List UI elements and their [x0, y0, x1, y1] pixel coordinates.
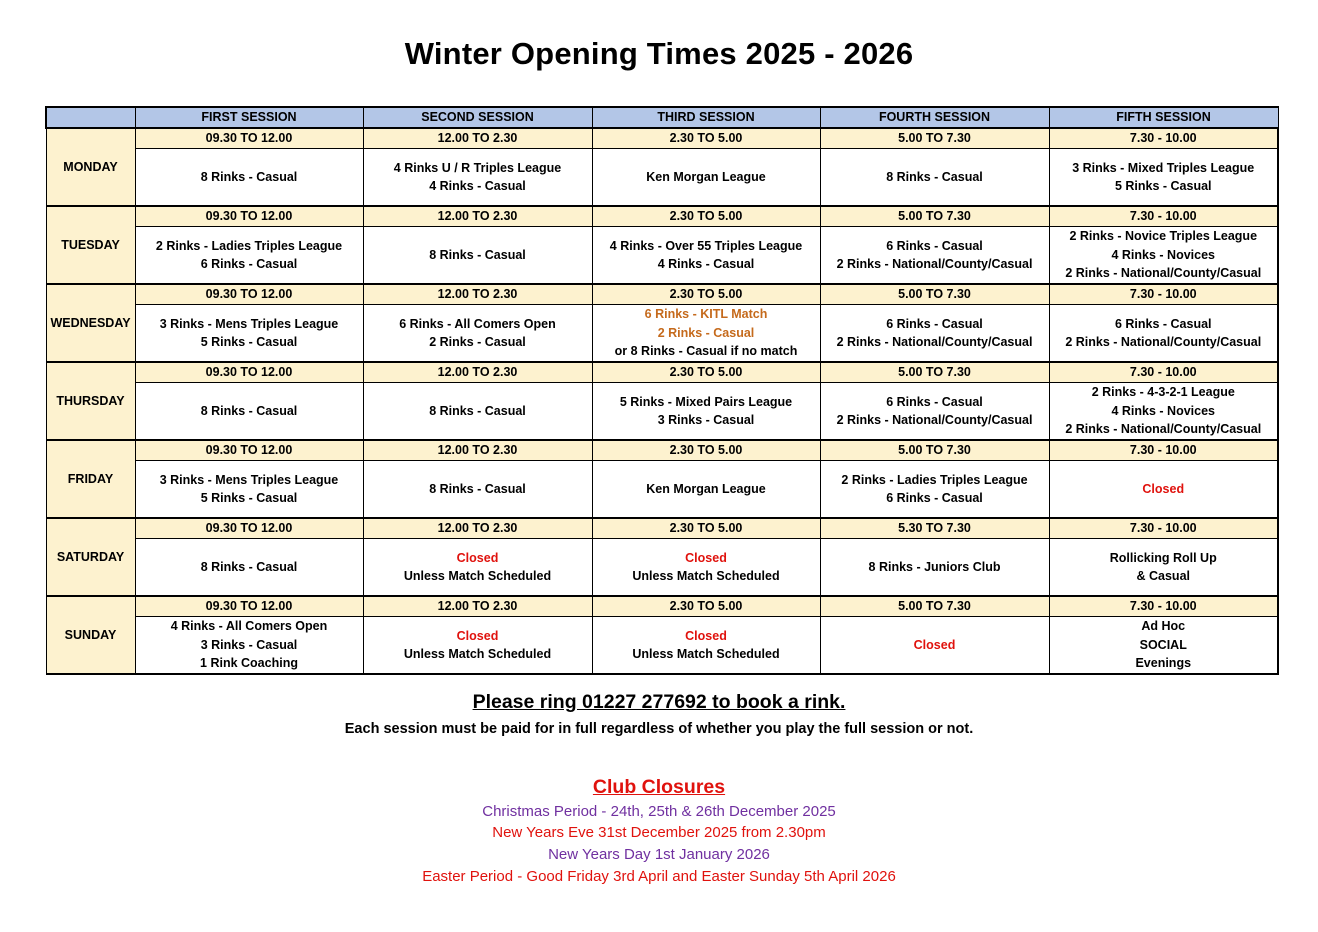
activities-row [46, 539, 1278, 597]
session-time-first: 09.30 TO 12.00 [135, 128, 363, 149]
session-cell-third [592, 383, 820, 441]
session-activity-line: 6 Rinks - Casual [886, 238, 983, 253]
session-activity-line: & Casual [1136, 569, 1190, 583]
session-activity-line: 4 Rinks - Over 55 Triples League [609, 238, 803, 253]
session-cell-third [592, 305, 820, 363]
times-row [46, 284, 1278, 305]
session-time-fourth: 5.00 TO 7.30 [820, 596, 1049, 617]
session-activity-line: 8 Rinks - Casual [429, 247, 526, 262]
session-time-fourth: 5.00 TO 7.30 [820, 440, 1049, 461]
session-activity-line: Closed [1142, 481, 1185, 496]
session-activity-line: 2 Rinks - National/County/Casual [1065, 335, 1262, 349]
session-activity-line: 6 Rinks - Casual [200, 257, 298, 271]
day-label-wednesday: WEDNESDAY [46, 284, 135, 362]
session-time-fourth: 5.00 TO 7.30 [820, 362, 1049, 383]
session-activity-line: 3 Rinks - Casual [657, 413, 755, 427]
session-cell-first [135, 305, 363, 363]
session-cell-second [363, 383, 592, 441]
session-activity-line: 3 Rinks - Mens Triples League [159, 472, 339, 487]
session-activity-line: Unless Match Scheduled [632, 647, 780, 661]
session-time-fifth: 7.30 - 10.00 [1049, 596, 1278, 617]
session-activity-line: 2 Rinks - Casual [657, 325, 755, 340]
closure-item: Christmas Period - 24th, 25th & 26th December 2025 [482, 803, 836, 820]
session-activity-line: 5 Rinks - Casual [1114, 179, 1212, 193]
session-activity-line: or 8 Rinks - Casual if no match [614, 344, 798, 359]
session-time-fifth: 7.30 - 10.00 [1049, 518, 1278, 539]
session-cell-second [363, 227, 592, 285]
session-cell-third [592, 617, 820, 675]
session-activity-line: 8 Rinks - Casual [200, 169, 298, 184]
schedule-body [46, 128, 1278, 674]
session-time-fifth: 7.30 - 10.00 [1049, 440, 1278, 461]
session-cell-first [135, 149, 363, 207]
session-cell-third [592, 539, 820, 597]
activities-row [46, 461, 1278, 519]
day-label-monday: MONDAY [46, 128, 135, 206]
session-time-third: 2.30 TO 5.00 [592, 128, 820, 149]
session-activity-line: 5 Rinks - Casual [200, 335, 298, 349]
session-time-second: 12.00 TO 2.30 [363, 206, 592, 227]
session-cell-first [135, 539, 363, 597]
session-activity-line: 2 Rinks - Novice Triples League [1069, 229, 1258, 244]
session-time-third: 2.30 TO 5.00 [592, 440, 820, 461]
day-label-sunday: SUNDAY [46, 596, 135, 674]
header-third-session: THIRD SESSION [592, 107, 820, 128]
session-activity-line: 6 Rinks - Casual [886, 394, 983, 409]
session-activity-line: 2 Rinks - National/County/Casual [836, 335, 1033, 349]
header-second-session: SECOND SESSION [363, 107, 592, 128]
session-cell-fifth [1049, 227, 1278, 285]
session-activity-line: Ken Morgan League [646, 169, 766, 184]
activities-row [46, 305, 1278, 363]
closure-item: New Years Eve 31st December 2025 from 2.30pm [492, 824, 826, 841]
session-activity-line: 3 Rinks - Mixed Triples League [1072, 160, 1255, 175]
session-cell-second [363, 539, 592, 597]
session-activity-line: 2 Rinks - Ladies Triples League [155, 238, 343, 253]
session-time-second: 12.00 TO 2.30 [363, 518, 592, 539]
session-cell-second [363, 149, 592, 207]
session-activity-line: Closed [913, 637, 956, 652]
session-activity-line: 3 Rinks - Mens Triples League [159, 316, 339, 331]
session-activity-line: Unless Match Scheduled [632, 569, 780, 583]
session-activity-line: 8 Rinks - Casual [200, 559, 298, 574]
activities-row [46, 617, 1278, 675]
session-cell-fourth [820, 617, 1049, 675]
session-cell-second [363, 305, 592, 363]
session-activity-line: 2 Rinks - National/County/Casual [1065, 266, 1262, 281]
session-time-first: 09.30 TO 12.00 [135, 596, 363, 617]
session-activity-line: 4 Rinks - All Comers Open [170, 619, 328, 634]
activities-row [46, 383, 1278, 441]
session-activity-line: 8 Rinks - Juniors Club [868, 559, 1001, 574]
session-cell-fourth [820, 461, 1049, 519]
session-time-first: 09.30 TO 12.00 [135, 518, 363, 539]
session-activity-line: 4 Rinks - Novices [1111, 247, 1215, 262]
session-time-fifth: 7.30 - 10.00 [1049, 362, 1278, 383]
session-cell-third [592, 149, 820, 207]
session-activity-line: Ad Hoc [1141, 619, 1186, 634]
header-row [46, 107, 1278, 128]
session-time-second: 12.00 TO 2.30 [363, 284, 592, 305]
session-activity-line: Rollicking Roll Up [1109, 550, 1217, 565]
session-cell-fifth [1049, 383, 1278, 441]
session-cell-fourth [820, 539, 1049, 597]
times-row [46, 206, 1278, 227]
session-time-second: 12.00 TO 2.30 [363, 596, 592, 617]
session-time-first: 09.30 TO 12.00 [135, 440, 363, 461]
session-cell-first [135, 461, 363, 519]
session-cell-fifth [1049, 539, 1278, 597]
session-activity-line: Evenings [1135, 656, 1192, 671]
times-row [46, 128, 1278, 149]
session-activity-line: 8 Rinks - Casual [886, 169, 983, 184]
session-activity-line: 4 Rinks - Casual [429, 179, 526, 193]
session-activity-line: 2 Rinks - Casual [429, 335, 526, 349]
session-activity-line: Closed [685, 628, 727, 643]
day-label-thursday: THURSDAY [46, 362, 135, 440]
session-activity-line: 8 Rinks - Casual [429, 403, 526, 418]
session-cell-fifth [1049, 461, 1278, 519]
header-first-session: FIRST SESSION [135, 107, 363, 128]
session-cell-fourth [820, 227, 1049, 285]
times-row [46, 518, 1278, 539]
day-label-tuesday: TUESDAY [46, 206, 135, 284]
session-time-second: 12.00 TO 2.30 [363, 362, 592, 383]
header-fourth-session: FOURTH SESSION [820, 107, 1049, 128]
session-activity-line: 2 Rinks - National/County/Casual [836, 257, 1033, 271]
times-row [46, 440, 1278, 461]
session-cell-fourth [820, 305, 1049, 363]
session-time-first: 09.30 TO 12.00 [135, 362, 363, 383]
session-time-second: 12.00 TO 2.30 [363, 440, 592, 461]
day-label-friday: FRIDAY [46, 440, 135, 518]
session-time-first: 09.30 TO 12.00 [135, 284, 363, 305]
session-activity-line: Unless Match Scheduled [403, 647, 552, 661]
page-title: Winter Opening Times 2025 - 2026 [404, 36, 914, 71]
session-time-fourth: 5.30 TO 7.30 [820, 518, 1049, 539]
session-activity-line: 8 Rinks - Casual [200, 403, 298, 418]
session-time-fifth: 7.30 - 10.00 [1049, 206, 1278, 227]
session-time-fourth: 5.00 TO 7.30 [820, 128, 1049, 149]
session-time-third: 2.30 TO 5.00 [592, 596, 820, 617]
session-activity-line: 6 Rinks - All Comers Open [399, 316, 556, 331]
session-cell-first [135, 617, 363, 675]
session-activity-line: 6 Rinks - Casual [886, 491, 983, 505]
times-row [46, 362, 1278, 383]
session-activity-line: 5 Rinks - Mixed Pairs League [619, 394, 793, 409]
corner-cell [46, 107, 135, 128]
session-activity-line: 6 Rinks - Casual [886, 316, 983, 331]
session-cell-fifth [1049, 149, 1278, 207]
session-cell-third [592, 461, 820, 519]
session-activity-line: 2 Rinks - National/County/Casual [1065, 422, 1262, 437]
session-time-third: 2.30 TO 5.00 [592, 518, 820, 539]
booking-line: Please ring 01227 277692 to book a rink. [472, 691, 846, 713]
header-fifth-session: FIFTH SESSION [1049, 107, 1278, 128]
session-activity-line: 1 Rink Coaching [200, 656, 298, 671]
closure-item: Easter Period - Good Friday 3rd April and Easter Sunday 5th April 2026 [422, 868, 896, 885]
payment-note: Each session must be paid for in full regardless of whether you play the full session or not. [344, 721, 974, 737]
session-activity-line: Closed [685, 550, 727, 565]
day-label-saturday: SATURDAY [46, 518, 135, 596]
session-activity-line: 4 Rinks - Novices [1111, 403, 1215, 418]
session-activity-line: 2 Rinks - National/County/Casual [836, 413, 1033, 427]
session-time-fifth: 7.30 - 10.00 [1049, 128, 1278, 149]
session-activity-line: 6 Rinks - Casual [1114, 316, 1212, 331]
session-cell-first [135, 227, 363, 285]
session-activity-line: 2 Rinks - Ladies Triples League [841, 472, 1028, 487]
closure-item: New Years Day 1st January 2026 [548, 846, 770, 863]
session-time-second: 12.00 TO 2.30 [363, 128, 592, 149]
session-activity-line: SOCIAL [1139, 637, 1187, 652]
session-time-fifth: 7.30 - 10.00 [1049, 284, 1278, 305]
session-time-third: 2.30 TO 5.00 [592, 362, 820, 383]
session-cell-second [363, 461, 592, 519]
session-activity-line: 4 Rinks U / R Triples League [393, 160, 562, 175]
session-cell-first [135, 383, 363, 441]
session-activity-line: Ken Morgan League [646, 481, 766, 496]
closures-title: Club Closures [592, 776, 726, 798]
session-time-third: 2.30 TO 5.00 [592, 284, 820, 305]
session-cell-third [592, 227, 820, 285]
session-activity-line: 6 Rinks - KITL Match [644, 307, 768, 322]
session-activity-line: Unless Match Scheduled [403, 569, 552, 583]
session-activity-line: 4 Rinks - Casual [657, 257, 755, 271]
session-activity-line: 2 Rinks - 4-3-2-1 League [1091, 385, 1235, 400]
session-cell-fifth [1049, 305, 1278, 363]
session-time-first: 09.30 TO 12.00 [135, 206, 363, 227]
session-cell-second [363, 617, 592, 675]
activities-row [46, 227, 1278, 285]
schedule-table [45, 106, 1279, 675]
session-activity-line: Closed [456, 550, 499, 565]
activities-row [46, 149, 1278, 207]
session-activity-line: 3 Rinks - Casual [200, 637, 298, 652]
session-time-fourth: 5.00 TO 7.30 [820, 206, 1049, 227]
session-cell-fourth [820, 383, 1049, 441]
session-time-fourth: 5.00 TO 7.30 [820, 284, 1049, 305]
session-time-third: 2.30 TO 5.00 [592, 206, 820, 227]
session-activity-line: Closed [456, 628, 499, 643]
times-row [46, 596, 1278, 617]
session-cell-fifth [1049, 617, 1278, 675]
session-activity-line: 5 Rinks - Casual [200, 491, 298, 505]
session-activity-line: 8 Rinks - Casual [429, 481, 526, 496]
session-cell-fourth [820, 149, 1049, 207]
